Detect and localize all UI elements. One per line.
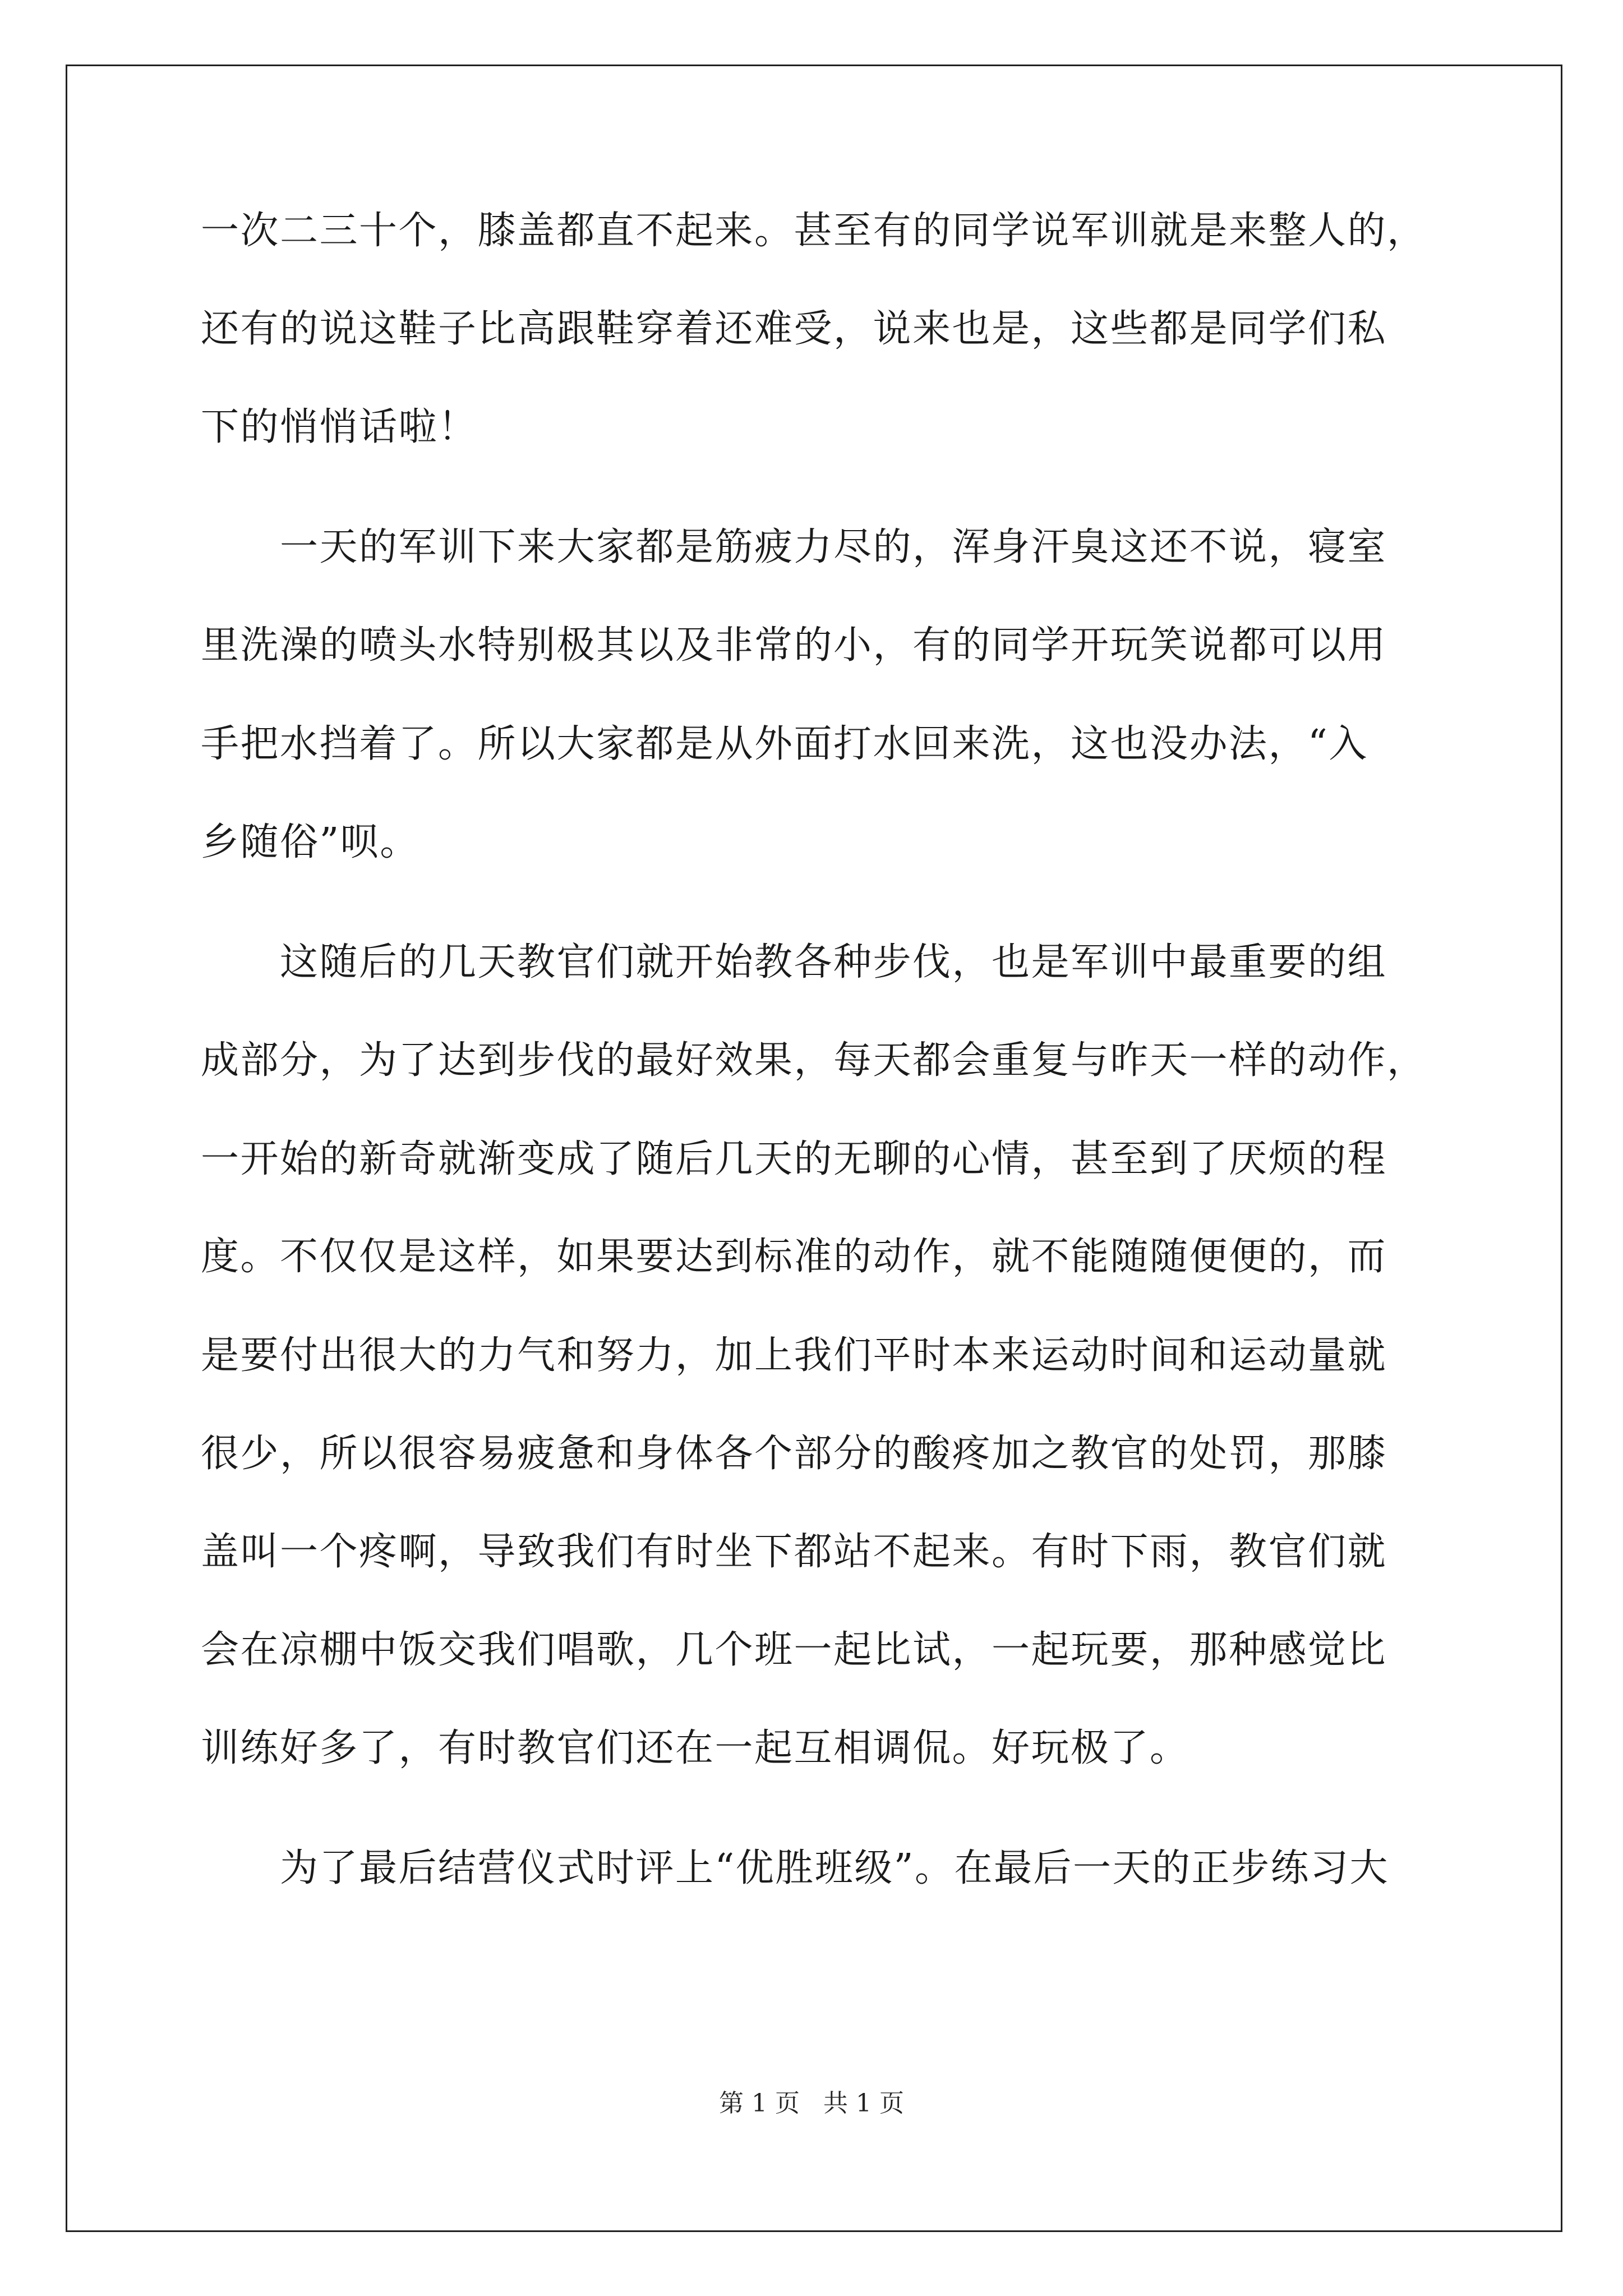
text-line: 一开始的新奇就渐变成了随后几天的无聊的心情，甚至到了厌烦的程 — [201, 1137, 1387, 1181]
text-line: 成部分，为了达到步伐的最好效果，每天都会重复与昨天一样的动作， — [201, 1038, 1427, 1083]
page-footer: 第 1 页 共 1 页 — [719, 2089, 904, 2118]
text-line: 下的悄悄话啦！ — [201, 405, 478, 449]
text-line: 一天的军训下来大家都是筋疲力尽的，浑身汗臭这还不说，寝室 — [201, 525, 1387, 569]
text-line: 这随后的几天教官们就开始教各种步伐，也是军训中最重要的组 — [201, 940, 1387, 984]
text-line: 还有的说这鞋子比高跟鞋穿着还难受，说来也是，这些都是同学们私 — [201, 307, 1387, 351]
text-line: 会在凉棚中饭交我们唱歌，几个班一起比试，一起玩要，那种感觉比 — [201, 1628, 1387, 1672]
text-line: 里洗澡的喷头水特别极其以及非常的小，有的同学开玩笑说都可以用 — [201, 623, 1387, 668]
text-line: 手把水挡着了。所以大家都是从外面打水回来洗，这也没办法，“入 — [201, 722, 1368, 766]
text-line: 乡随俗”呗。 — [201, 820, 419, 864]
text-line: 是要付出很大的力气和努力，加上我们平时本来运动时间和运动量就 — [201, 1333, 1387, 1378]
text-line: 盖叫一个疼啊，导致我们有时坐下都站不起来。有时下雨，教官们就 — [201, 1530, 1387, 1574]
text-line: 训练好多了，有时教官们还在一起互相调侃。好玩极了。 — [201, 1726, 1189, 1770]
text-line: 一次二三十个，膝盖都直不起来。甚至有的同学说军训就是来整人的， — [201, 209, 1427, 253]
text-line: 很少，所以很容易疲惫和身体各个部分的酸疼加之教官的处罚，那膝 — [201, 1432, 1387, 1476]
text-line: 为了最后结营仪式时评上“优胜班级”。在最后一天的正步练习大 — [201, 1846, 1390, 1890]
text-line: 度。不仅仅是这样，如果要达到标准的动作，就不能随随便便的，而 — [201, 1235, 1387, 1279]
